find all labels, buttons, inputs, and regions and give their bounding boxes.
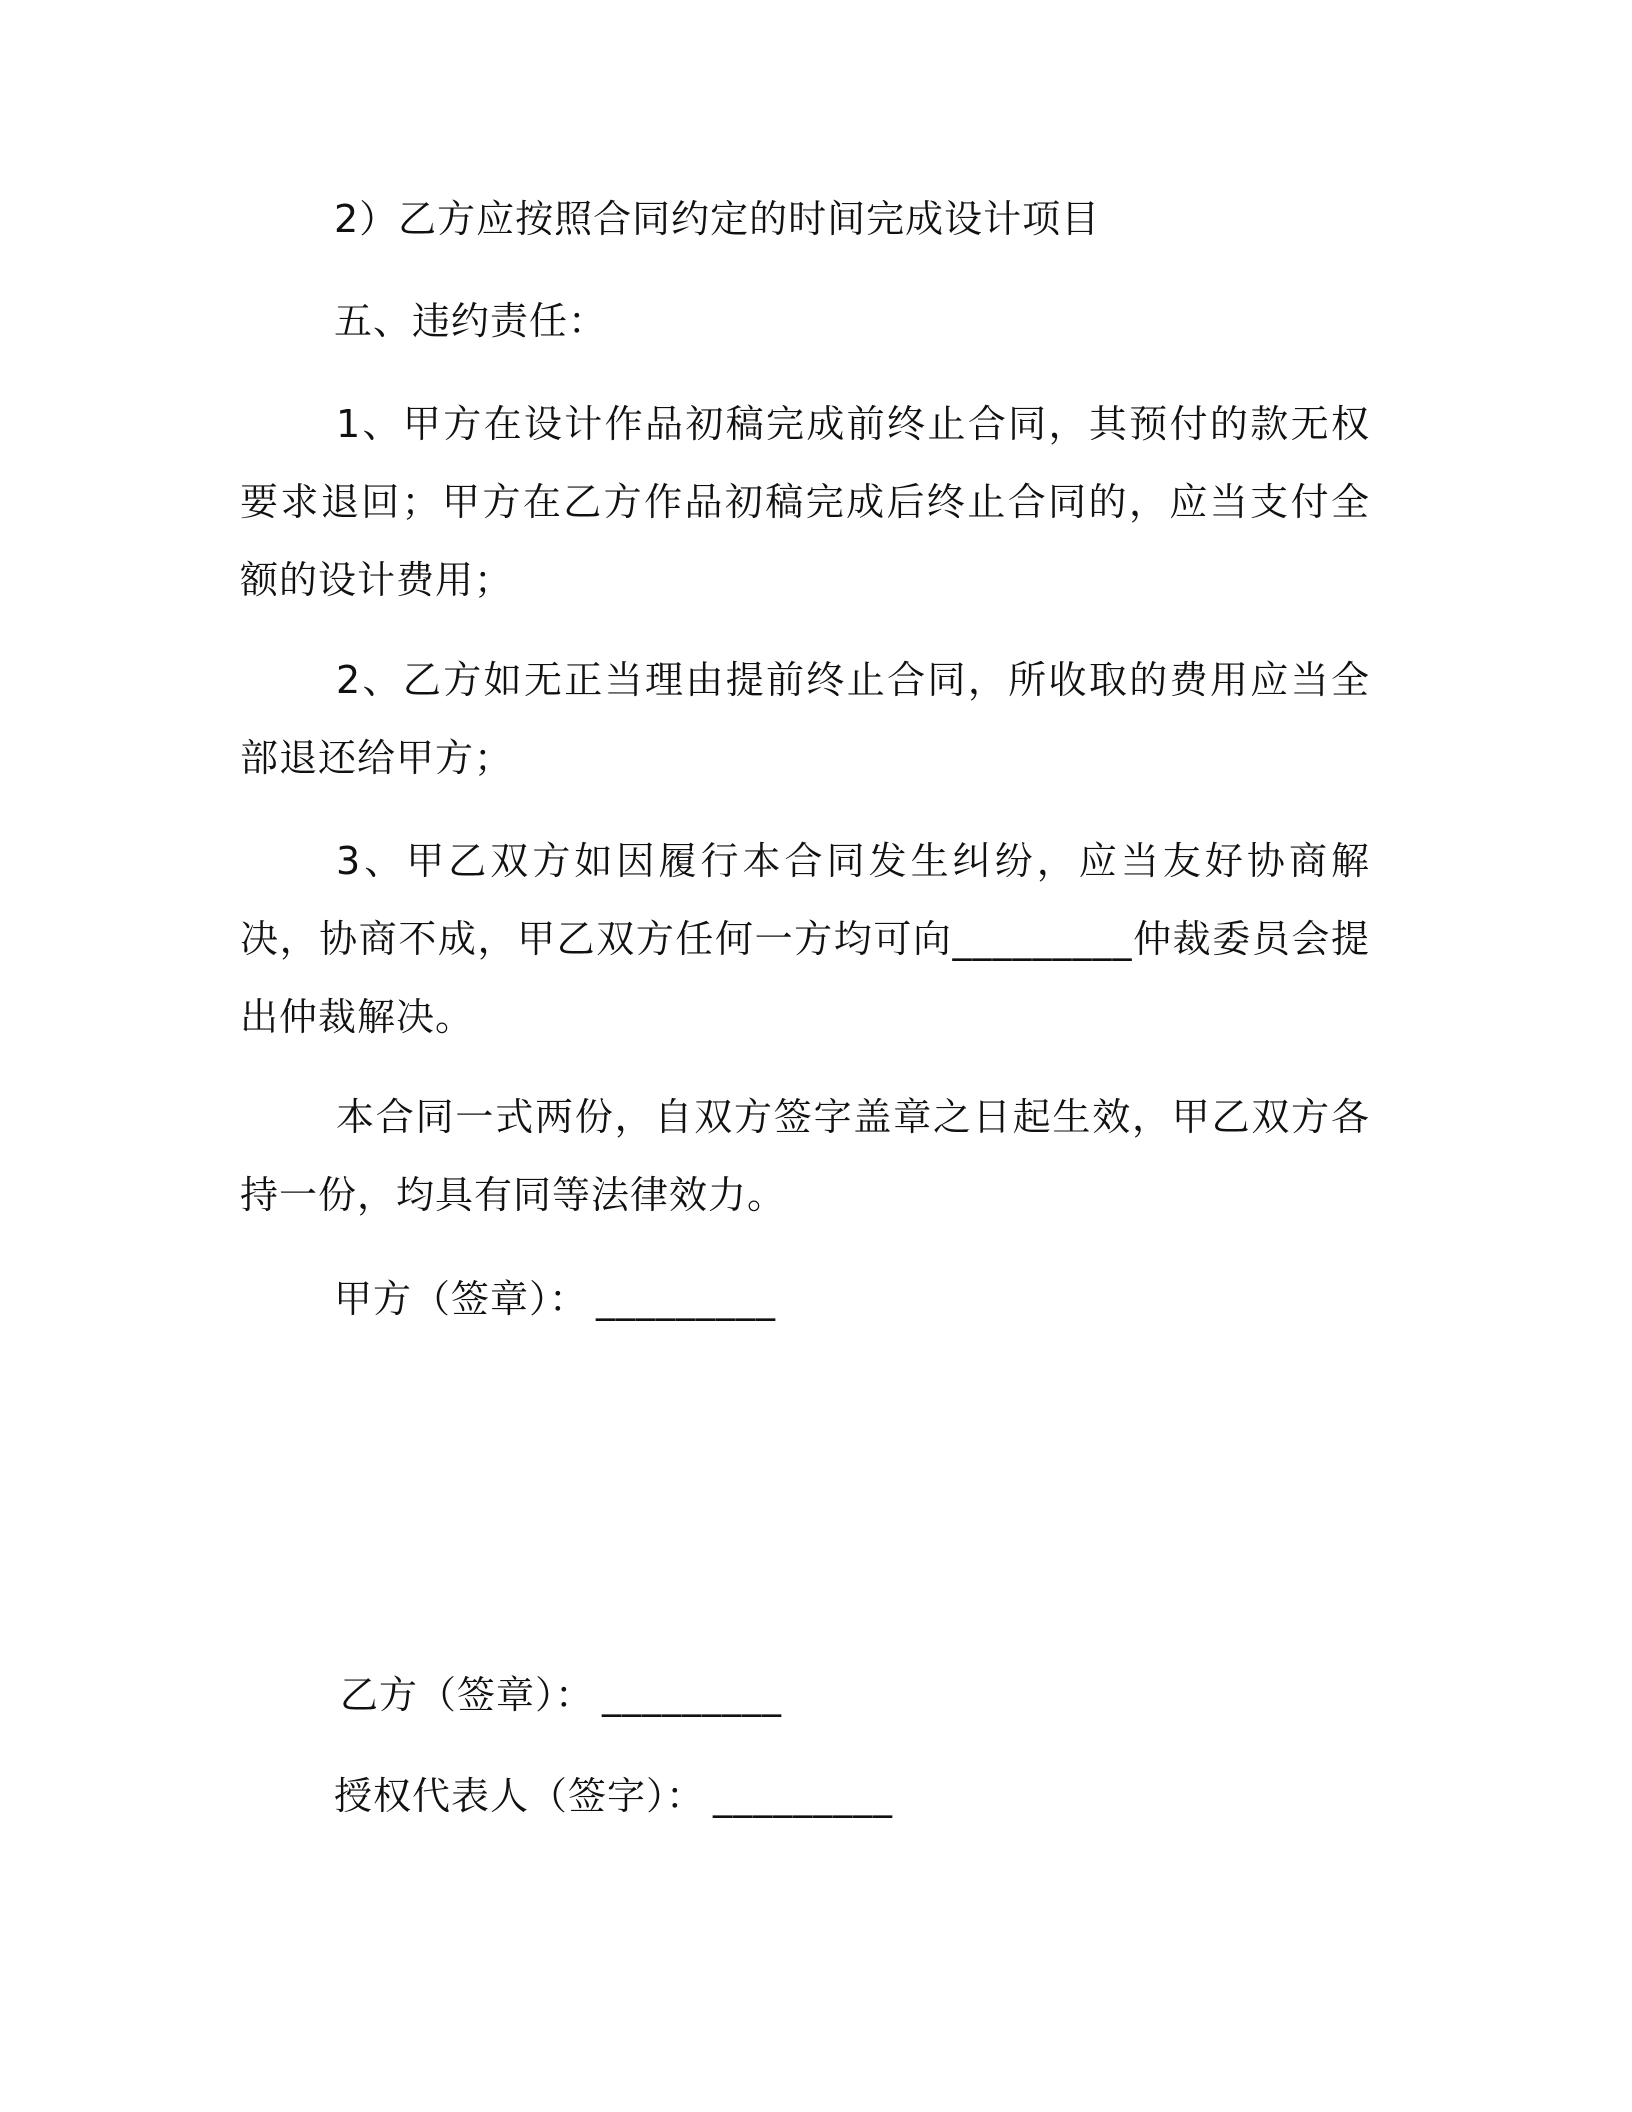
clause-3-text-a: 3、甲乙双方如因履行本合同发生纠纷，应当友好协商解决，协商不成，甲乙双方任何一方均可向 [240,839,1370,961]
party-a-label: 甲方（签章）： [334,1277,589,1321]
clause-1: 1、甲方在设计作品初稿完成前终止合同，其预付的款无权要求退回；甲方在乙方作品初稿完成后终止合同的，应当支付全额的设计费用； [240,402,1370,602]
party-b-label: 乙方（签章）： [340,1673,595,1717]
party-b-signature-line [340,1672,782,1718]
clause-3-text-b: 仲裁委员会提出仲裁解决。 [240,917,1370,1039]
representative-blank: _________ [713,1774,894,1818]
party-a-blank: _________ [596,1277,777,1321]
representative-label: 授权代表人（签字）： [334,1774,706,1818]
party-a-signature-line [334,1276,776,1322]
representative-signature-line [334,1773,893,1819]
party-b-blank: _________ [602,1673,783,1717]
clause-2: 2、乙方如无正当理由提前终止合同，所收取的费用应当全部退还给甲方； [240,658,1370,780]
clause-3 [240,822,1370,1056]
item-2-2: 2）乙方应按照合同约定的时间完成设计项目 [334,197,1101,241]
closing-paragraph: 本合同一式两份，自双方签字盖章之日起生效，甲乙双方各持一份，均具有同等法律效力。 [240,1095,1370,1217]
arbitration-blank: _________ [952,917,1133,961]
section-5-heading: 五、违约责任： [334,299,608,343]
